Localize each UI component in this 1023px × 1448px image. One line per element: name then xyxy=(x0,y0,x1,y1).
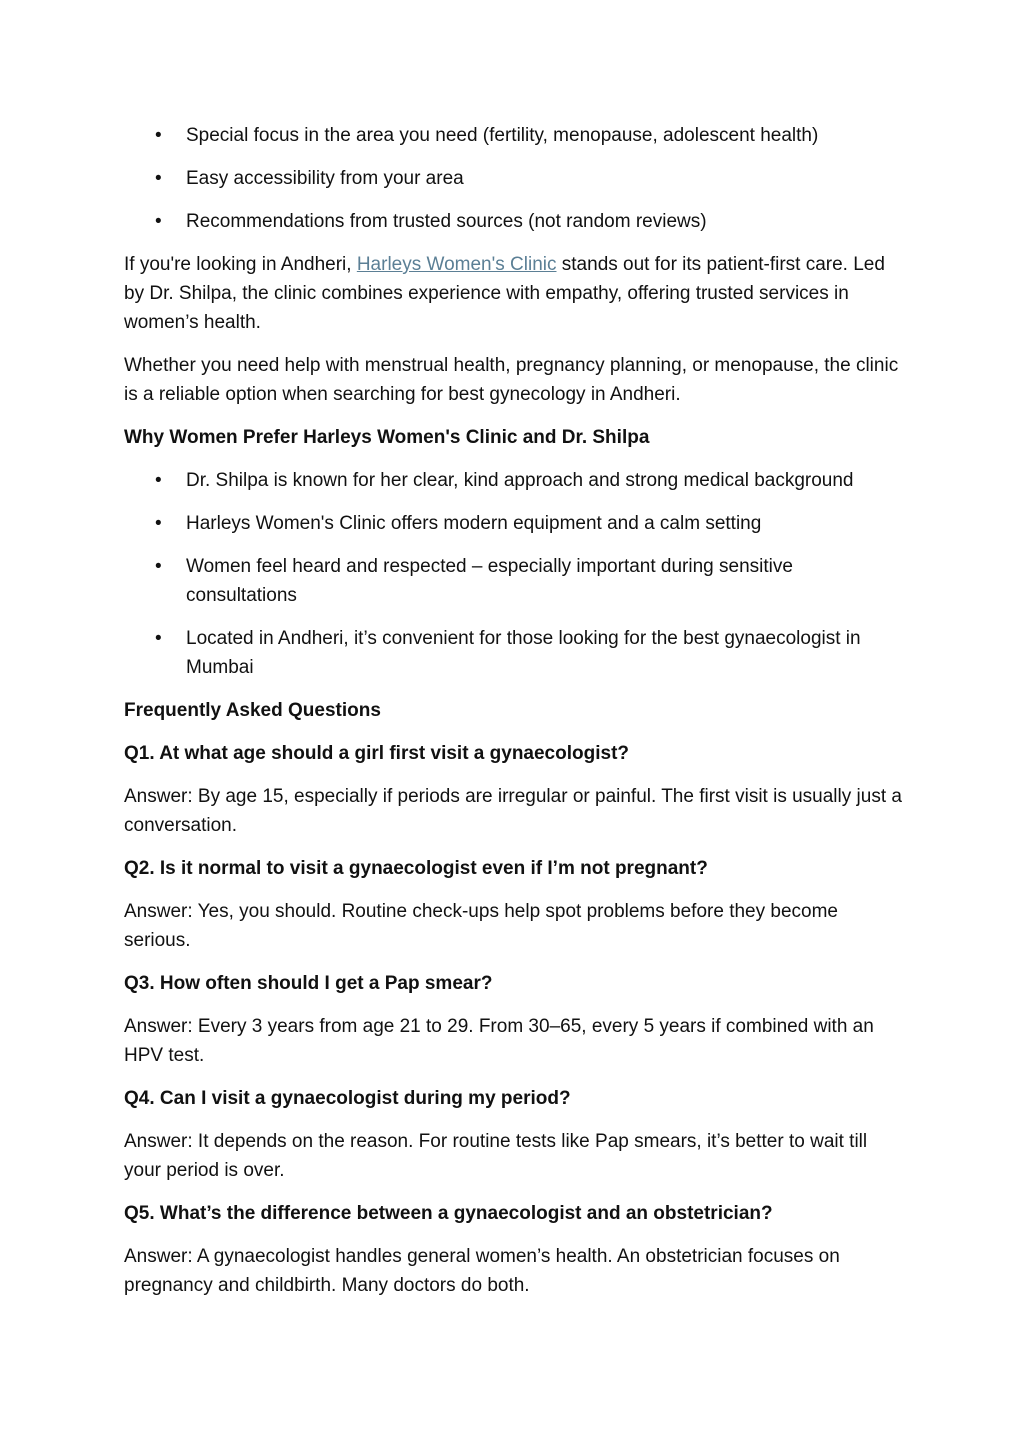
bullet-icon: • xyxy=(155,125,162,146)
intro-text-after-link: stands out for its patient-first care. Led by Dr. Shilpa, the clinic combines experience with empathy, offering trusted services in women’s health. xyxy=(124,254,885,333)
document-body xyxy=(124,121,904,1314)
list-item xyxy=(124,121,904,150)
clinic-link[interactable]: Harleys Women's Clinic xyxy=(356,254,557,275)
faq-answer: Answer: A gynaecologist handles general women’s health. An obstetrician focuses on pregnancy and childbirth. Many doctors do both. xyxy=(124,1246,840,1296)
list-item xyxy=(124,466,904,495)
faq-question: Q1. At what age should a girl first visit a gynaecologist? xyxy=(124,743,630,764)
faq-question: Q4. Can I visit a gynaecologist during my period? xyxy=(124,1088,571,1109)
list-item-text: Women feel heard and respected – especially important during sensitive consultations xyxy=(186,556,793,606)
list-item xyxy=(124,164,904,193)
faq-question: Q5. What’s the difference between a gynaecologist and an obstetrician? xyxy=(124,1203,773,1224)
list-item-text: Dr. Shilpa is known for her clear, kind approach and strong medical background xyxy=(186,470,854,491)
intro-paragraph xyxy=(124,250,904,337)
list-item-text: Special focus in the area you need (fertility, menopause, adolescent health) xyxy=(186,125,819,146)
bullet-icon: • xyxy=(155,628,162,649)
faq-answer: Answer: Every 3 years from age 21 to 29. From 30–65, every 5 years if combined with an HPV test. xyxy=(124,1016,874,1066)
faq-question: Q3. How often should I get a Pap smear? xyxy=(124,973,493,994)
list-item xyxy=(124,552,904,610)
bullet-icon: • xyxy=(155,513,162,534)
focus-bullet-list xyxy=(124,121,904,236)
list-item-text: Located in Andheri, it’s convenient for those looking for the best gynaecologist in Mumbai xyxy=(186,628,861,678)
list-item-text: Harleys Women's Clinic offers modern equipment and a calm setting xyxy=(186,513,762,534)
faq-question: Q2. Is it normal to visit a gynaecologist even if I’m not pregnant? xyxy=(124,858,708,879)
bullet-icon: • xyxy=(155,211,162,232)
why-heading: Why Women Prefer Harleys Women's Clinic and Dr. Shilpa xyxy=(124,427,650,448)
intro-text-before-link: If you're looking in Andheri, xyxy=(124,254,357,275)
bullet-icon: • xyxy=(155,470,162,491)
bullet-icon: • xyxy=(155,556,162,577)
why-bullet-list xyxy=(124,466,904,682)
bullet-icon: • xyxy=(155,168,162,189)
list-item-text: Recommendations from trusted sources (not random reviews) xyxy=(186,211,707,232)
list-item xyxy=(124,207,904,236)
faq-heading: Frequently Asked Questions xyxy=(124,700,381,721)
faq-answer: Answer: It depends on the reason. For routine tests like Pap smears, it’s better to wait till your period is over. xyxy=(124,1131,868,1181)
list-item xyxy=(124,624,904,682)
faq-answer: Answer: Yes, you should. Routine check-ups help spot problems before they become serious. xyxy=(124,901,838,951)
list-item-text: Easy accessibility from your area xyxy=(186,168,464,189)
faq-answer: Answer: By age 15, especially if periods are irregular or painful. The first visit is usually just a conversation. xyxy=(124,786,902,836)
list-item xyxy=(124,509,904,538)
services-paragraph: Whether you need help with menstrual health, pregnancy planning, or menopause, the clinic is a reliable option when searching for best gynecology in Andheri. xyxy=(124,355,899,405)
